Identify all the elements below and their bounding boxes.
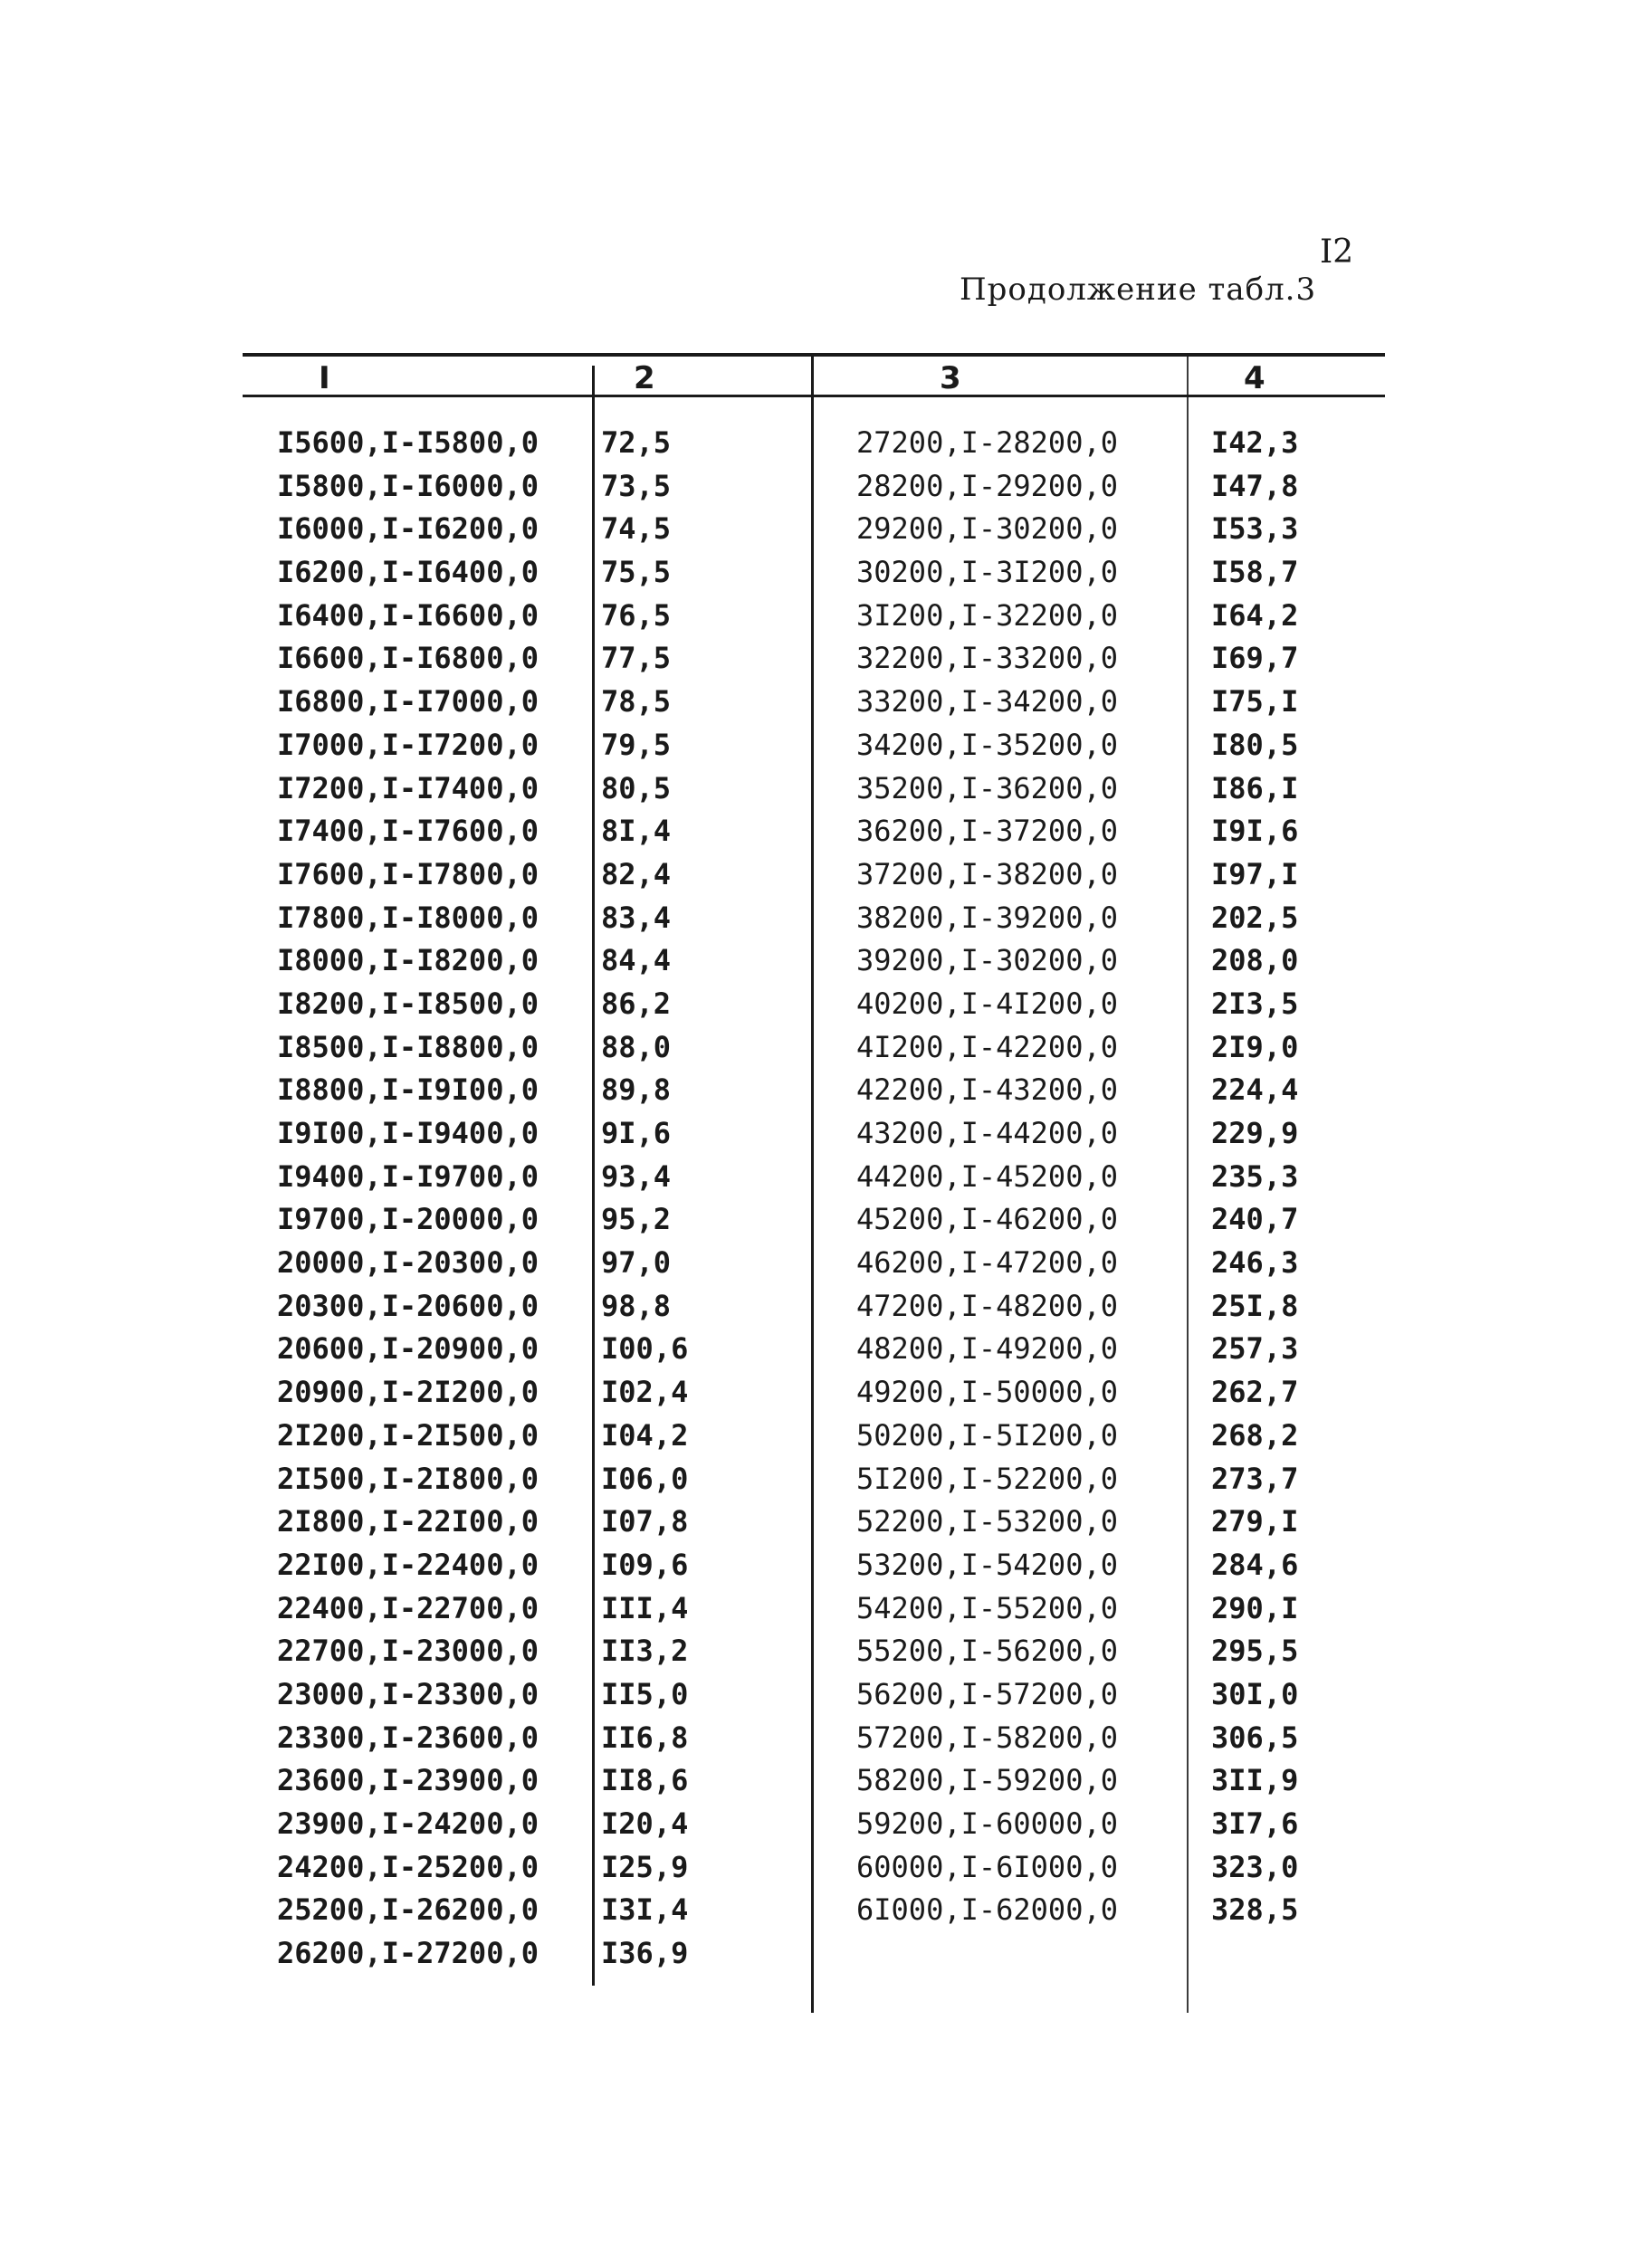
table-cell: 30I,0	[1211, 1676, 1299, 1711]
table-cell: 235,3	[1211, 1158, 1299, 1194]
table-cell: 38200,I-39200,0	[856, 900, 1118, 935]
table-cell: 23000,I-23300,0	[277, 1676, 539, 1711]
table-header-3: 3	[940, 360, 961, 396]
table-cell: I25,9	[601, 1849, 689, 1884]
table-cell: 240,7	[1211, 1202, 1299, 1237]
table-cell: 20000,I-20300,0	[277, 1245, 539, 1281]
page-number: I2	[1320, 233, 1354, 271]
table-cell: III,4	[601, 1590, 689, 1625]
table-cell: 56200,I-57200,0	[856, 1676, 1118, 1711]
table-top-rule	[243, 353, 1385, 357]
table-cell: I47,8	[1211, 468, 1299, 503]
table-cell: 23300,I-23600,0	[277, 1720, 539, 1755]
table-cell: 295,5	[1211, 1634, 1299, 1669]
table-cell: 246,3	[1211, 1245, 1299, 1281]
table-cell: 34200,I-35200,0	[856, 727, 1118, 762]
table-cell: I7600,I-I7800,0	[277, 856, 539, 891]
column-divider-1	[592, 366, 595, 1986]
table-column-2	[601, 422, 710, 1976]
table-cell: II5,0	[601, 1676, 689, 1711]
table-cell: I06,0	[601, 1461, 689, 1496]
table-cell: II6,8	[601, 1720, 689, 1755]
table-cell: I64,2	[1211, 597, 1299, 633]
table-cell: 8I,4	[601, 814, 672, 849]
table-cell: I86,I	[1211, 770, 1299, 805]
table-cell: 6I000,I-62000,0	[856, 1892, 1118, 1928]
table-cell: I7800,I-I8000,0	[277, 900, 539, 935]
table-cell: 5I200,I-52200,0	[856, 1461, 1118, 1496]
table-cell: 24200,I-25200,0	[277, 1849, 539, 1884]
table-cell: I04,2	[601, 1417, 689, 1453]
table-cell: 80,5	[601, 770, 672, 805]
table-header-rule	[243, 395, 1385, 397]
table-cell: 79,5	[601, 727, 672, 762]
table-cell: 39200,I-30200,0	[856, 943, 1118, 978]
table-cell: 42200,I-43200,0	[856, 1072, 1118, 1108]
table-cell: I00,6	[601, 1331, 689, 1367]
table-cell: 23900,I-24200,0	[277, 1806, 539, 1841]
table-cell: 89,8	[601, 1072, 672, 1108]
column-divider-3	[1187, 357, 1189, 2013]
table-cell: I97,I	[1211, 856, 1299, 891]
table-cell: I7400,I-I7600,0	[277, 814, 539, 849]
table-cell: 2I3,5	[1211, 986, 1299, 1021]
table-cell: 36200,I-37200,0	[856, 814, 1118, 849]
table-cell: 273,7	[1211, 1461, 1299, 1496]
table-cell: 29200,I-30200,0	[856, 511, 1118, 547]
table-column-3	[856, 422, 1155, 1932]
table-cell: I7000,I-I7200,0	[277, 727, 539, 762]
table-cell: 229,9	[1211, 1116, 1299, 1150]
table-cell: I53,3	[1211, 511, 1299, 547]
table-cell: 20900,I-2I200,0	[277, 1375, 539, 1410]
table-cell: 59200,I-60000,0	[856, 1806, 1118, 1841]
table-cell: I9700,I-20000,0	[277, 1202, 539, 1237]
table-cell: 257,3	[1211, 1331, 1299, 1367]
table-cell: I8200,I-I8500,0	[277, 986, 539, 1021]
table-cell: 25200,I-26200,0	[277, 1892, 539, 1928]
table-header-4: 4	[1244, 360, 1265, 396]
table-cell: 28200,I-29200,0	[856, 468, 1118, 503]
table-cell: 20600,I-20900,0	[277, 1331, 539, 1367]
table-cell: II3,2	[601, 1634, 689, 1669]
table-cell: 74,5	[601, 511, 672, 547]
table-cell: I5800,I-I6000,0	[277, 468, 539, 503]
table-column-4	[1211, 422, 1338, 1932]
table-cell: 3II,9	[1211, 1763, 1299, 1798]
table-cell: 4I200,I-42200,0	[856, 1029, 1118, 1064]
table-cell: 37200,I-38200,0	[856, 856, 1118, 891]
table-cell: 44200,I-45200,0	[856, 1158, 1118, 1194]
table-cell: 208,0	[1211, 943, 1299, 978]
table-cell: 306,5	[1211, 1720, 1299, 1755]
table-cell: 23600,I-23900,0	[277, 1763, 539, 1798]
table-cell: I7200,I-I7400,0	[277, 770, 539, 805]
table-cell: 75,5	[601, 555, 672, 590]
column-divider-2	[811, 357, 814, 2013]
table-cell: 53200,I-54200,0	[856, 1547, 1118, 1582]
table-cell: 25I,8	[1211, 1288, 1299, 1323]
table-cell: 40200,I-4I200,0	[856, 986, 1118, 1021]
table-cell: 20300,I-20600,0	[277, 1288, 539, 1323]
table-cell: 32200,I-33200,0	[856, 641, 1118, 676]
table-cell: 43200,I-44200,0	[856, 1116, 1118, 1150]
table-cell: 22400,I-22700,0	[277, 1590, 539, 1625]
table-cell: 49200,I-50000,0	[856, 1375, 1118, 1410]
table-cell: I07,8	[601, 1504, 689, 1539]
table-cell: 2I500,I-2I800,0	[277, 1461, 539, 1496]
table-cell: I8800,I-I9I00,0	[277, 1072, 539, 1108]
table-cell: I6400,I-I6600,0	[277, 597, 539, 633]
table-cell: 2I200,I-2I500,0	[277, 1417, 539, 1453]
table-cell: I36,9	[601, 1936, 689, 1971]
table-cell: 88,0	[601, 1029, 672, 1064]
table-cell: I6800,I-I7000,0	[277, 684, 539, 719]
table-cell: 84,4	[601, 943, 672, 978]
table-cell: 58200,I-59200,0	[856, 1763, 1118, 1798]
table-cell: I80,5	[1211, 727, 1299, 762]
table-cell: 50200,I-5I200,0	[856, 1417, 1118, 1453]
table-caption: Продолжение табл.3	[960, 272, 1317, 308]
table-cell: 323,0	[1211, 1849, 1299, 1884]
table-cell: 35200,I-36200,0	[856, 770, 1118, 805]
table-cell: 48200,I-49200,0	[856, 1331, 1118, 1367]
table-cell: 22700,I-23000,0	[277, 1634, 539, 1669]
table-cell: 72,5	[601, 425, 672, 460]
table-cell: 262,7	[1211, 1375, 1299, 1410]
table-cell: 82,4	[601, 856, 672, 891]
table-cell: I20,4	[601, 1806, 689, 1841]
table-cell: 202,5	[1211, 900, 1299, 935]
table-cell: 26200,I-27200,0	[277, 1936, 539, 1971]
table-cell: I42,3	[1211, 425, 1299, 460]
table-cell: 3I7,6	[1211, 1806, 1299, 1841]
table-cell: 224,4	[1211, 1072, 1299, 1108]
table-cell: 97,0	[601, 1245, 672, 1281]
table-cell: 2I9,0	[1211, 1029, 1299, 1064]
table-cell: 46200,I-47200,0	[856, 1245, 1118, 1281]
table-cell: 27200,I-28200,0	[856, 425, 1118, 460]
table-cell: I8500,I-I8800,0	[277, 1029, 539, 1064]
table-cell: 52200,I-53200,0	[856, 1504, 1118, 1539]
table-cell: 60000,I-6I000,0	[856, 1849, 1118, 1884]
table-cell: 77,5	[601, 641, 672, 676]
table-cell: I8000,I-I8200,0	[277, 943, 539, 978]
table-cell: I9I,6	[1211, 814, 1299, 849]
table-cell: 73,5	[601, 468, 672, 503]
table-cell: 279,I	[1211, 1504, 1299, 1539]
table-cell: 268,2	[1211, 1417, 1299, 1453]
table-cell: I5600,I-I5800,0	[277, 425, 539, 460]
table-cell: 3I200,I-32200,0	[856, 597, 1118, 633]
table-header-1: I	[319, 360, 330, 396]
table-cell: 95,2	[601, 1202, 672, 1237]
table-cell: I9I00,I-I9400,0	[277, 1116, 539, 1150]
table-cell: I09,6	[601, 1547, 689, 1582]
table-cell: II8,6	[601, 1763, 689, 1798]
table-cell: 57200,I-58200,0	[856, 1720, 1118, 1755]
table-cell: I6000,I-I6200,0	[277, 511, 539, 547]
table-cell: I6200,I-I6400,0	[277, 555, 539, 590]
table-cell: 2I800,I-22I00,0	[277, 1504, 539, 1539]
table-header-2: 2	[634, 360, 655, 396]
table-cell: I69,7	[1211, 641, 1299, 676]
table-cell: 78,5	[601, 684, 672, 719]
table-cell: I58,7	[1211, 555, 1299, 590]
table-cell: 284,6	[1211, 1547, 1299, 1582]
table-cell: 290,I	[1211, 1590, 1299, 1625]
table-cell: 55200,I-56200,0	[856, 1634, 1118, 1669]
table-cell: 30200,I-3I200,0	[856, 555, 1118, 590]
table-cell: 328,5	[1211, 1892, 1299, 1928]
table-cell: 76,5	[601, 597, 672, 633]
table-cell: 9I,6	[601, 1116, 672, 1150]
table-cell: 54200,I-55200,0	[856, 1590, 1118, 1625]
table-column-1	[277, 422, 549, 1976]
table-cell: I9400,I-I9700,0	[277, 1158, 539, 1194]
table-cell: I6600,I-I6800,0	[277, 641, 539, 676]
table-cell: 47200,I-48200,0	[856, 1288, 1118, 1323]
table-cell: 86,2	[601, 986, 672, 1021]
table-cell: 22I00,I-22400,0	[277, 1547, 539, 1582]
table-cell: 93,4	[601, 1158, 672, 1194]
table-cell: I02,4	[601, 1375, 689, 1410]
table-cell: 45200,I-46200,0	[856, 1202, 1118, 1237]
table-cell: 33200,I-34200,0	[856, 684, 1118, 719]
table-cell: 83,4	[601, 900, 672, 935]
table-cell: I75,I	[1211, 684, 1299, 719]
table-cell: 98,8	[601, 1288, 672, 1323]
table-cell: I3I,4	[601, 1892, 689, 1928]
